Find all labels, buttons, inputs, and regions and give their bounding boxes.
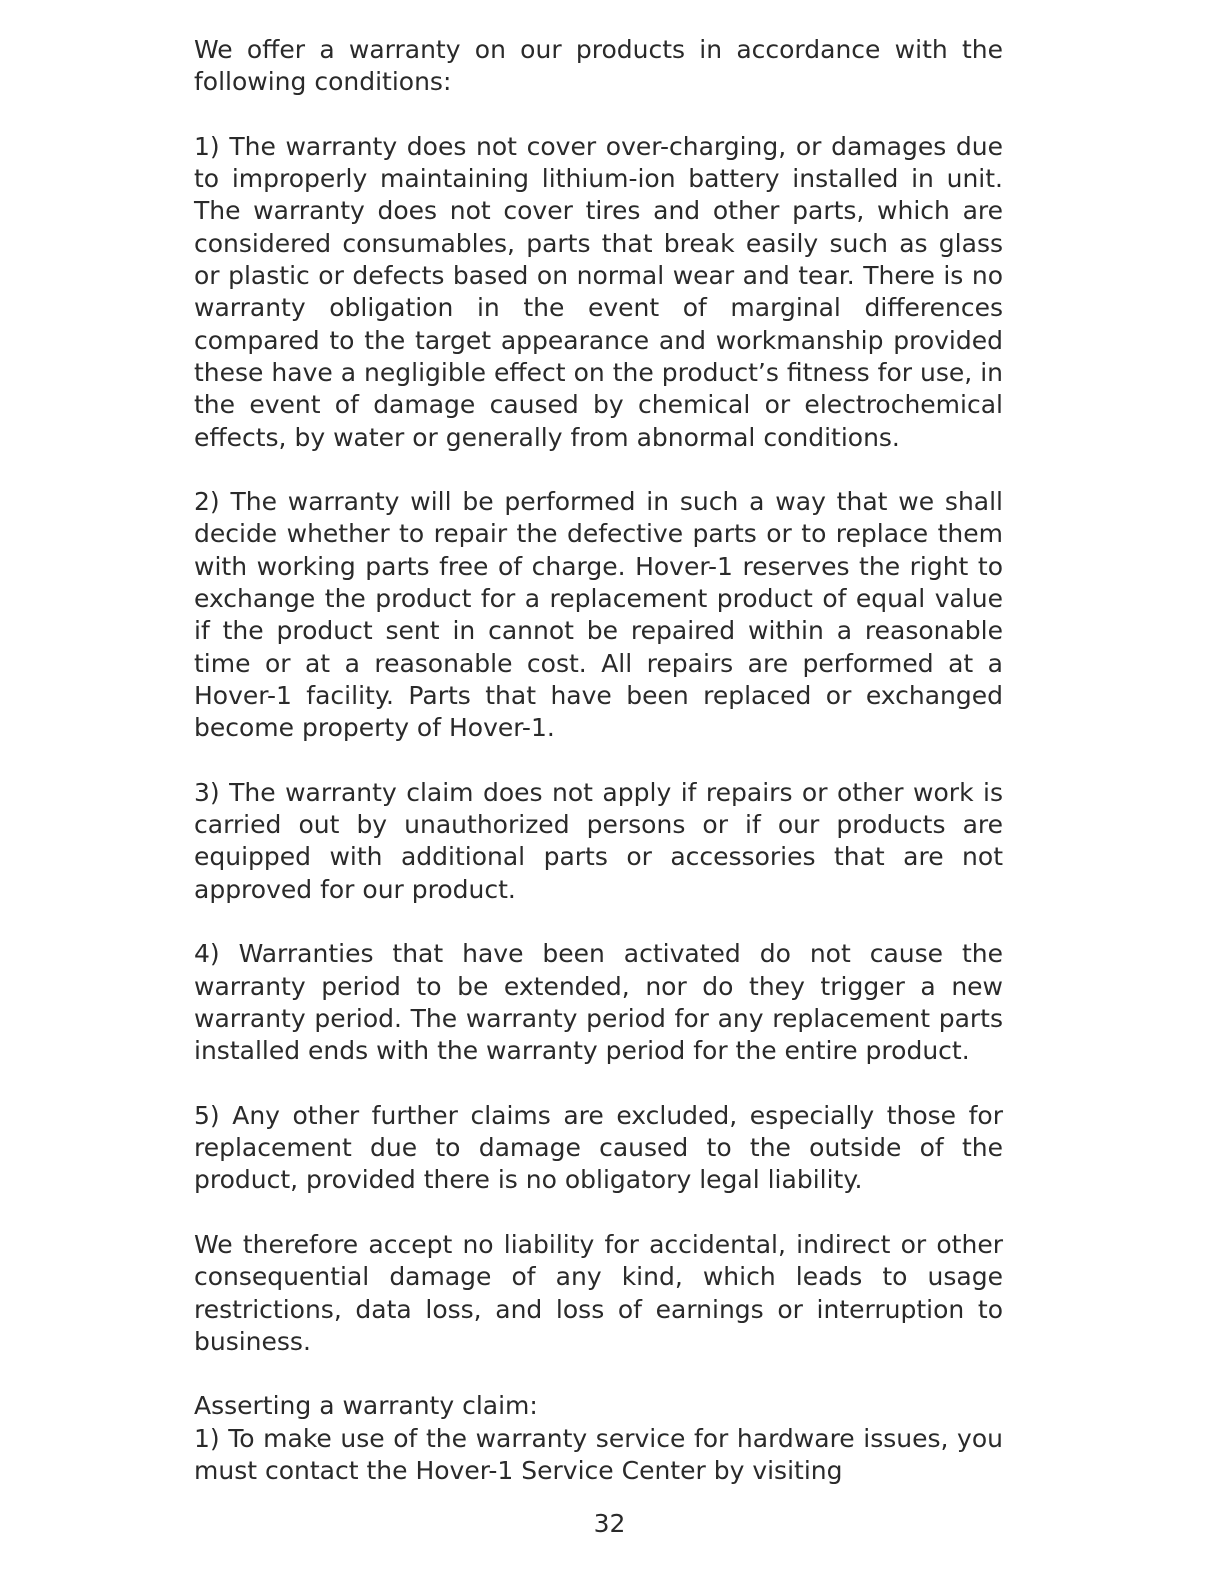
claim-heading: Asserting a warranty claim: — [194, 1391, 538, 1421]
warranty-text-body — [194, 34, 1003, 1487]
claim-step-1-paragraph: 1) To make use of the warranty service for hardware issues, you must contact the Hover-1 Service Center by visiting — [194, 1423, 1003, 1486]
condition-4-paragraph: 4) Warranties that have been activated do not cause the warranty period to be extended, nor do they trigger a new warranty period. The warranty period for any replacement parts installed ends with the warranty period for the entire product. — [194, 939, 1003, 1066]
condition-3-paragraph: 3) The warranty claim does not apply if repairs or other work is carried out by unauthorized persons or if our products are equipped with additional parts or accessories that are not approved for our product. — [194, 777, 1003, 904]
condition-2-paragraph: 2) The warranty will be performed in such a way that we shall decide whether to repair the defective parts or to replace them with working parts free of charge. Hover-1 reserves the right to exchange the product for a replacement product of equal value if the product sent in cannot be repaired within a reasonable time or at a reasonable cost. All repairs are performed at a Hover-1 facility. Parts that have been replaced or exchanged become property of Hover-1. — [194, 487, 1003, 743]
condition-1-paragraph: 1) The warranty does not cover over-charging, or damages due to improperly maintaining lithium-ion battery installed in unit. The warranty does not cover tires and other parts, which are considered consumables, parts that break easily such as glass or plastic or defects based on normal wear and tear. There is no warranty obligation in the event of marginal differences compared to the target appearance and workmanship provided these have a negligible effect on the product’s fitness for use, in the event of damage caused by chemical or electrochemical effects, by water or generally from abnormal conditions. — [194, 131, 1003, 452]
liability-paragraph: We therefore accept no liability for accidental, indirect or other consequential damage of any kind, which leads to usage restrictions, data loss, and loss of earnings or interruption to business. — [194, 1229, 1003, 1356]
intro-paragraph: We offer a warranty on our products in accordance with the following conditions: — [194, 35, 1003, 97]
page-number: 32 — [593, 1509, 626, 1538]
condition-5-paragraph: 5) Any other further claims are excluded, especially those for replacement due to damage caused to the outside of the product, provided there is no obligatory legal liability. — [194, 1100, 1003, 1195]
